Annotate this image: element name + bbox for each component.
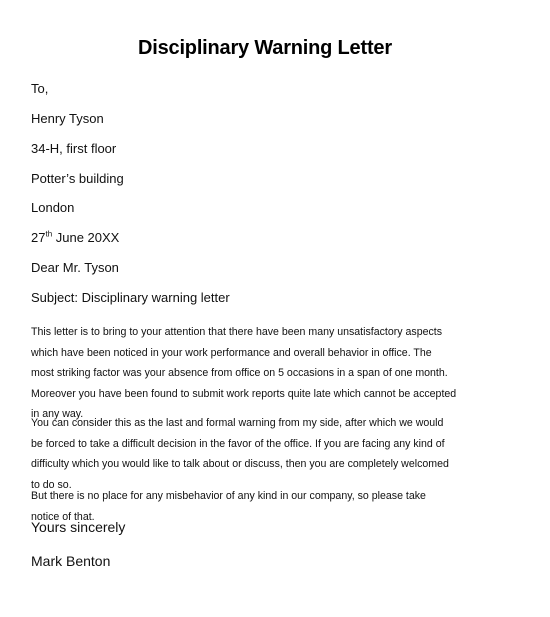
address-line-1: 34-H, first floor (31, 141, 117, 156)
address-line-2: Potter’s building (31, 171, 124, 186)
date-rest: June 20XX (52, 230, 120, 245)
salutation: Dear Mr. Tyson (31, 260, 119, 275)
recipient-name: Henry Tyson (31, 111, 104, 126)
letter-title: Disciplinary Warning Letter (138, 37, 392, 59)
to-line: To, (31, 81, 49, 96)
signer-name: Mark Benton (31, 553, 111, 569)
body-paragraph-2: You can consider this as the last and formal warning from my side, after which we would be forced to take a difficult decision in the favor of the office. If you are facing any kind of difficulty which you would like to talk about or discuss, then you are completely welcomed to do so. (31, 417, 449, 491)
body-paragraph-1: This letter is to bring to your attention that there have been many unsatisfactory aspects which have been noticed in your work performance and overall behavior in office. The most striking factor was your absence from office on 5 occasions in a span of one month. Moreover you have been found to submit work reports quite late which cannot be accepted in any way. (31, 326, 457, 420)
subject-line: Subject: Disciplinary warning letter (31, 290, 230, 305)
date-ordinal-suffix: th (45, 229, 53, 239)
city-line: London (31, 200, 75, 215)
date-day: 27 (31, 230, 46, 245)
letter-date (31, 230, 119, 245)
body-paragraph-3: But there is no place for any misbehavior of any kind in our company, so please take notice of that. (31, 490, 426, 523)
closing-line: Yours sincerely (31, 519, 126, 535)
